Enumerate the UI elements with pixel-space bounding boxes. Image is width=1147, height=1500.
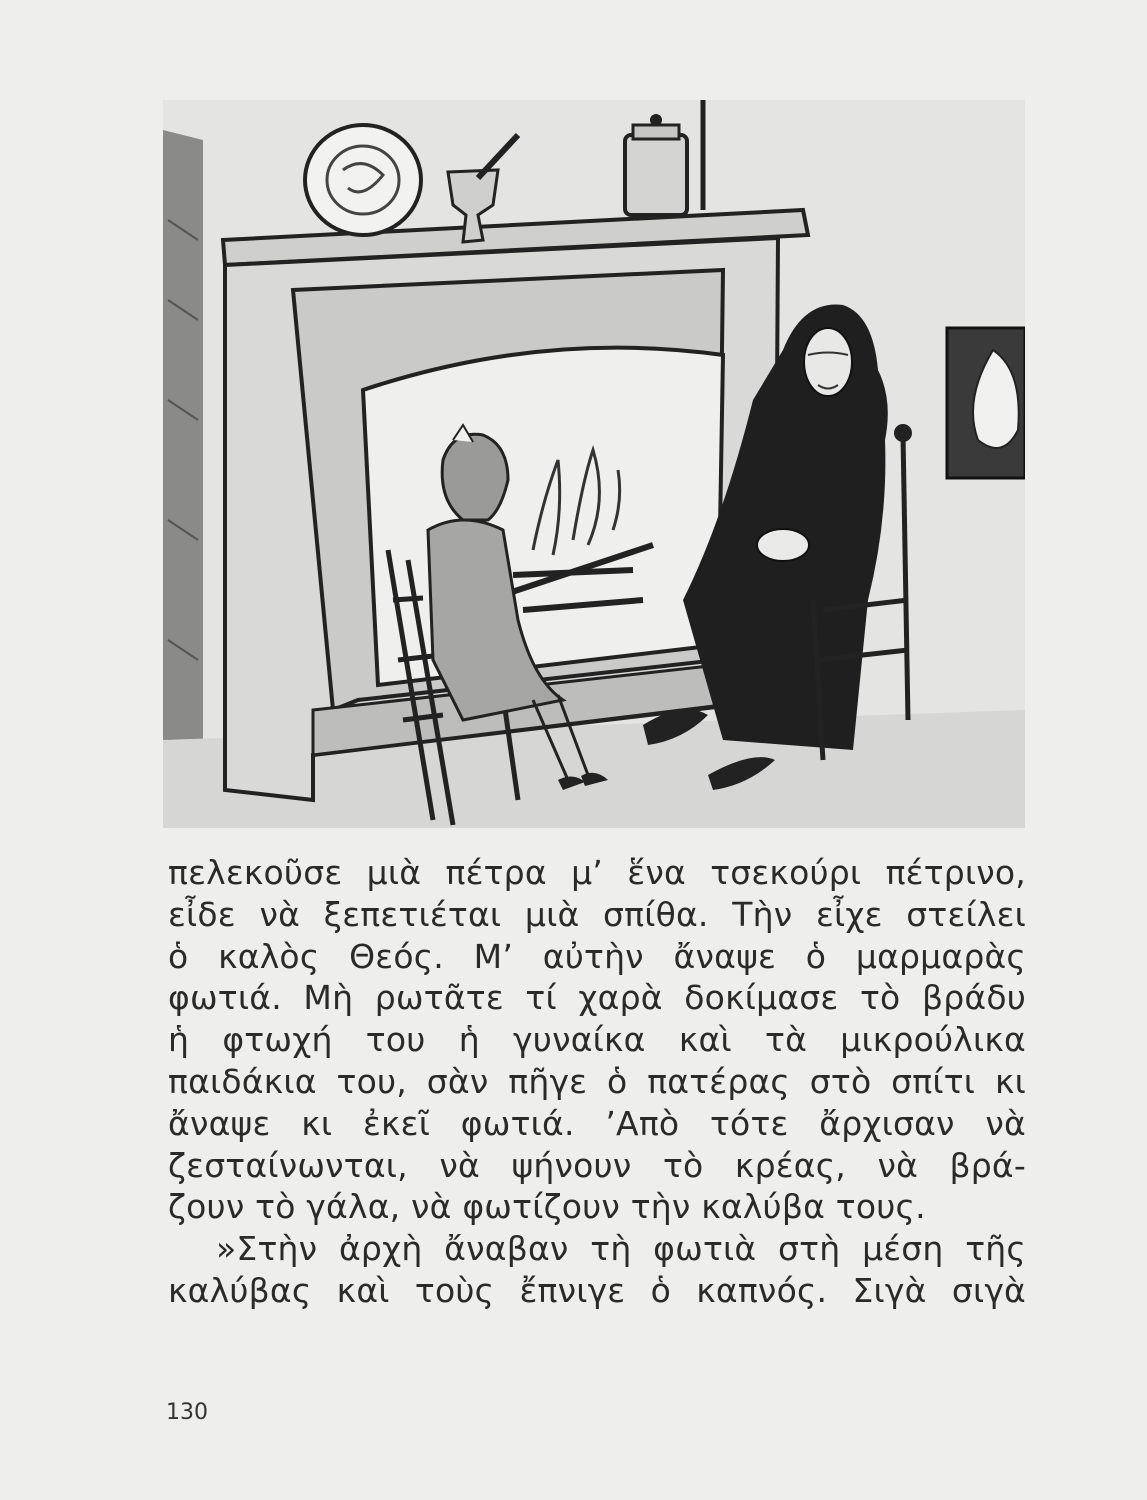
body-text xyxy=(168,852,1026,1312)
text-line: ὁ καλὸς Θεός. Μ’ αὐτὴν ἄναψε ὁ μαρμαρὰς xyxy=(168,936,1026,976)
text-line: φωτιά. Μὴ ρωτᾶτε τί χαρὰ δοκίμασε τὸ βράδυ xyxy=(168,978,1026,1018)
text-line: εἶδε νὰ ξεπετιέται μιὰ σπίθα. Τὴν εἶχε στείλει xyxy=(168,894,1026,934)
fireplace-illustration xyxy=(163,100,1025,828)
page-number: 130 xyxy=(166,1400,208,1425)
text-line: παιδάκια του, σὰν πῆγε ὁ πατέρας στὸ σπίτι κι xyxy=(168,1061,1026,1101)
text-line: »Στὴν ἀρχὴ ἄναβαν τὴ φωτιὰ στὴ μέση τῆς xyxy=(216,1229,1026,1269)
text-line: ἄναψε κι ἐκεῖ φωτιά. ’Απὸ τότε ἄρχισαν νὰ xyxy=(168,1103,1026,1143)
text-line: πελεκοῦσε μιὰ πέτρα μ’ ἕνα τσεκούρι πέτρινο, xyxy=(168,853,1026,892)
illustration-drawing xyxy=(163,100,1025,828)
text-line: ζεσταίνωνται, νὰ ψήνουν τὸ κρέας, νὰ βρά- xyxy=(168,1145,1026,1185)
text-line: ζουν τὸ γάλα, νὰ φωτίζουν τὴν καλύβα τους. xyxy=(168,1187,926,1227)
text-line: ἡ φτωχή του ἡ γυναίκα καὶ τὰ μικρούλικα xyxy=(168,1020,1026,1060)
text-line: καλύβας καὶ τοὺς ἔπνιγε ὁ καπνός. Σιγὰ σιγὰ xyxy=(168,1270,1026,1310)
